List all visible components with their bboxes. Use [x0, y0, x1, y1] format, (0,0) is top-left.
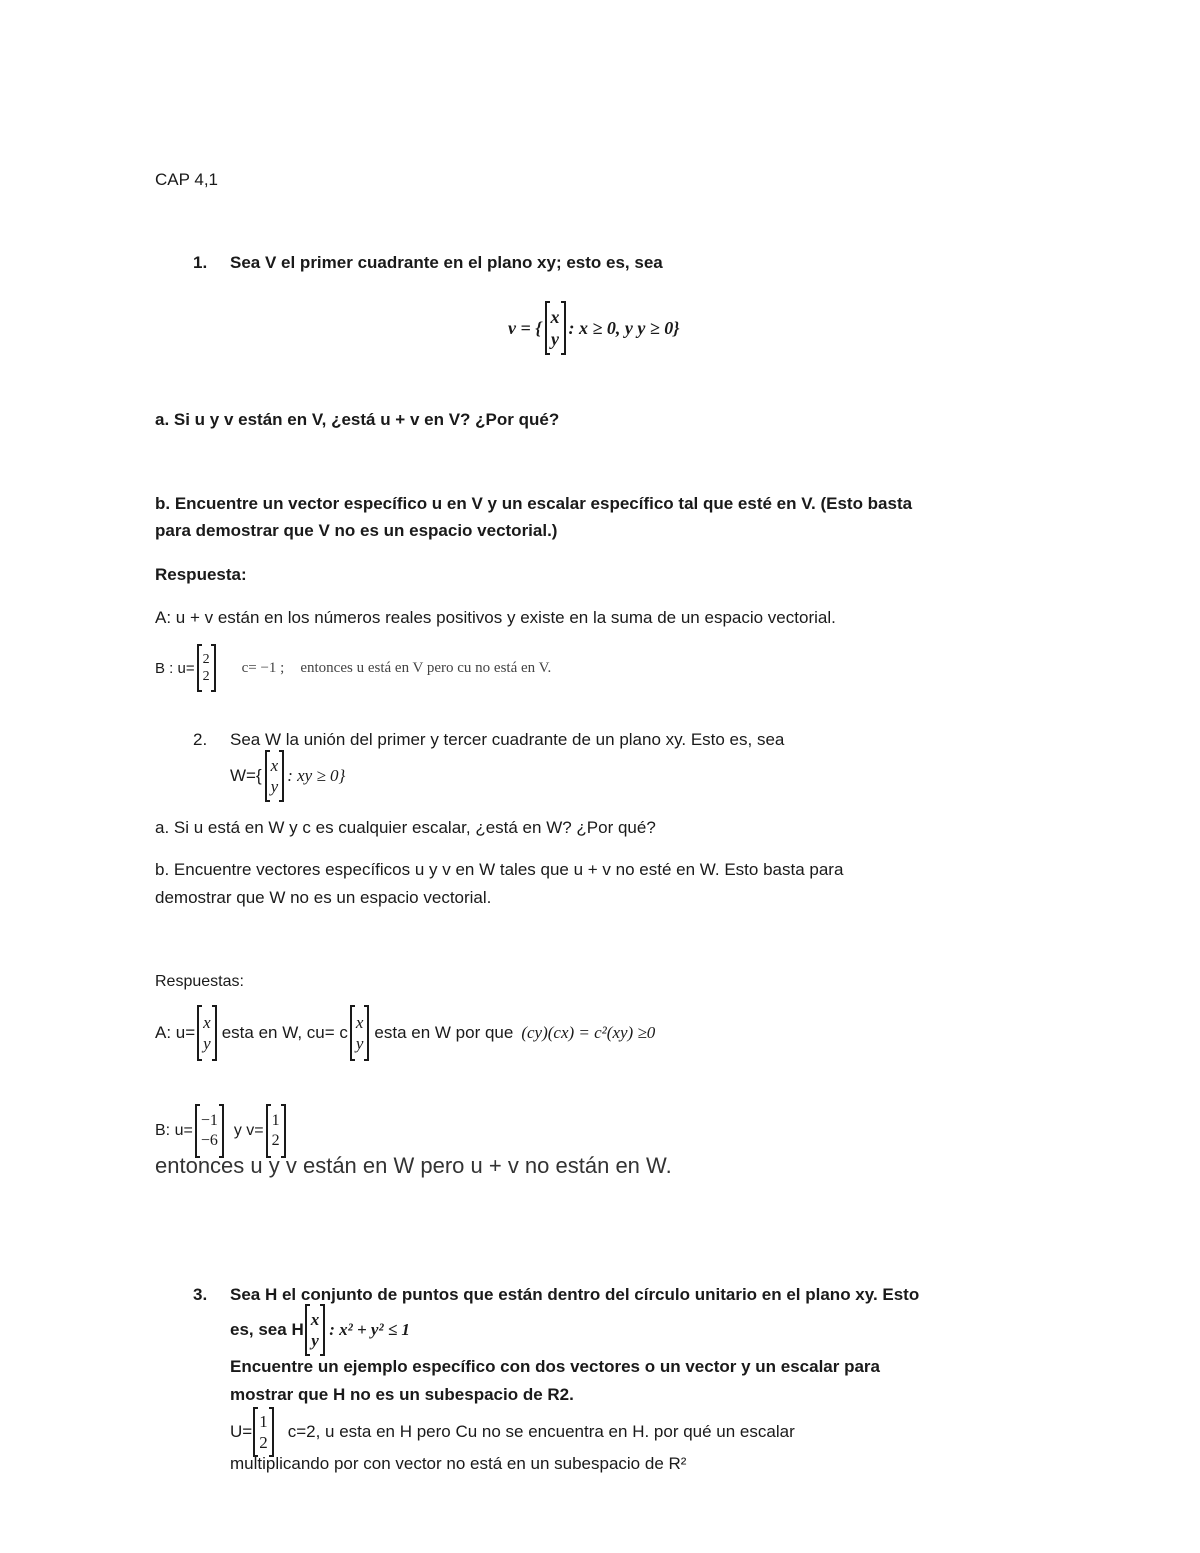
- q1-answer-b-matrix-2: 2: [202, 669, 210, 684]
- q3-matrix-x: x: [310, 1309, 320, 1329]
- q2-answer-a-cu-y: y: [355, 1034, 364, 1053]
- q3-answer-text-line2: multiplicando por con vector no está en un subespacio de R²: [230, 1454, 687, 1473]
- q3-number: 3.: [193, 1285, 208, 1304]
- q2-answer-b-matrix-u: [195, 1104, 224, 1158]
- q2-answer-b-v-2: 2: [271, 1132, 280, 1149]
- q1-answer-heading: Respuesta:: [155, 565, 247, 584]
- q3-answer-matrix-2: 2: [259, 1433, 268, 1452]
- q2-set-equation: [230, 748, 345, 804]
- q1-answer-b-matrix-1: 2: [202, 651, 210, 667]
- q3-answer: [230, 1405, 795, 1459]
- q1-answer-b-label: B : u=: [155, 659, 195, 677]
- q2-answer-a-mid: esta en W, cu= c: [221, 1023, 348, 1042]
- q2-answer-b-v-1: 1: [271, 1112, 280, 1129]
- q2-answer-b-u-2: −6: [200, 1132, 218, 1149]
- q2-answer-heading: Respuestas:: [155, 973, 244, 990]
- q3-set-equation: [230, 1302, 410, 1358]
- q2-part-b-line2: demostrar que W no es un espacio vectorial.: [155, 888, 492, 907]
- q1-answer-b-matrix: [197, 644, 216, 692]
- q2-answer-a-label: A: u=: [155, 1023, 196, 1042]
- q3-answer-label: U=: [230, 1422, 253, 1441]
- q3-matrix: [305, 1304, 326, 1356]
- q2-answer-b-text: entonces u y v están en W pero u + v no están en W.: [155, 1153, 672, 1178]
- q2-text: Sea W la unión del primer y tercer cuadrante de un plano xy. Esto es, sea: [230, 730, 785, 749]
- document-title: CAP 4,1: [155, 170, 219, 189]
- q3-text-line4: mostrar que H no es un subespacio de R2.: [230, 1385, 574, 1404]
- q2-eq-lhs: W={: [230, 766, 262, 785]
- q2-answer-b-mid: y v=: [233, 1122, 264, 1139]
- q3-eq-rhs: : x² + y² ≤ 1: [329, 1320, 410, 1339]
- q1-eq-lhs: v = {: [508, 317, 542, 338]
- q1-set-equation: [508, 298, 680, 358]
- q2-answer-b: [155, 1103, 288, 1159]
- q1-answer-b: [155, 642, 551, 694]
- q3-text-line3: Encuentre un ejemplo específico con dos vectores o un vector y un escalar para: [230, 1357, 880, 1376]
- q1-answer-b-scalar: c= −1 ;: [241, 659, 285, 676]
- q2-answer-a-equation: (cy)(cx) = c²(xy) ≥0: [521, 1023, 656, 1042]
- q3-answer-text: c=2, u esta en H pero Cu no se encuentra en H. por qué un escalar: [287, 1422, 795, 1441]
- q1-part-a: a. Si u y v están en V, ¿está u + v en V? ¿Por qué?: [155, 410, 560, 429]
- q3-answer-matrix: [253, 1407, 274, 1457]
- q2-number: 2.: [193, 730, 208, 749]
- q2-matrix-y: y: [270, 777, 279, 796]
- q2-matrix: [265, 750, 285, 802]
- q2-answer-a-matrix-u: [197, 1005, 217, 1061]
- q2-answer-b-label: B: u=: [155, 1122, 193, 1139]
- q1-eq-rhs: : x ≥ 0, y y ≥ 0}: [568, 317, 680, 338]
- q1-answer-a: A: u + v están en los números reales positivos y existe en la suma de un espacio vectorial.: [155, 608, 836, 627]
- q1-matrix-x: x: [550, 306, 560, 327]
- q3-answer-matrix-1: 1: [259, 1411, 268, 1431]
- q2-answer-b-u-1: −1: [200, 1112, 218, 1129]
- q1-matrix-y: y: [551, 329, 560, 349]
- q3-text-line1: Sea H el conjunto de puntos que están dentro del círculo unitario en el plano xy. Esto: [230, 1285, 920, 1304]
- q1-answer-b-text: entonces u está en V pero cu no está en V.: [300, 659, 552, 676]
- q2-eq-rhs: : xy ≥ 0}: [287, 766, 346, 785]
- q2-answer-a: [155, 1002, 655, 1064]
- q2-answer-a-u-y: y: [203, 1034, 211, 1053]
- q3-text-line2-label: es, sea H: [230, 1320, 304, 1339]
- q2-answer-b-matrix-v: [266, 1104, 286, 1158]
- q2-answer-a-tail: esta en W por que: [374, 1023, 514, 1042]
- q2-answer-a-cu-x: x: [355, 1012, 364, 1032]
- q1-text: Sea V el primer cuadrante en el plano xy; esto es, sea: [230, 253, 663, 272]
- q2-part-a: a. Si u está en W y c es cualquier escalar, ¿está en W? ¿Por qué?: [155, 818, 656, 837]
- q2-answer-a-matrix-cu: [350, 1005, 370, 1061]
- q2-matrix-x: x: [270, 755, 279, 775]
- q1-part-b-line1: b. Encuentre un vector específico u en V y un escalar específico tal que esté en V. (Esto basta: [155, 494, 913, 513]
- q1-part-b-line2: para demostrar que V no es un espacio vectorial.): [155, 521, 558, 540]
- q2-part-b-line1: b. Encuentre vectores específicos u y v en W tales que u + v no esté en W. Esto basta para: [155, 860, 844, 879]
- q3-matrix-y: y: [311, 1331, 319, 1350]
- q2-answer-a-u-x: x: [203, 1012, 211, 1032]
- q1-number: 1.: [193, 253, 208, 272]
- q1-matrix: [545, 301, 566, 355]
